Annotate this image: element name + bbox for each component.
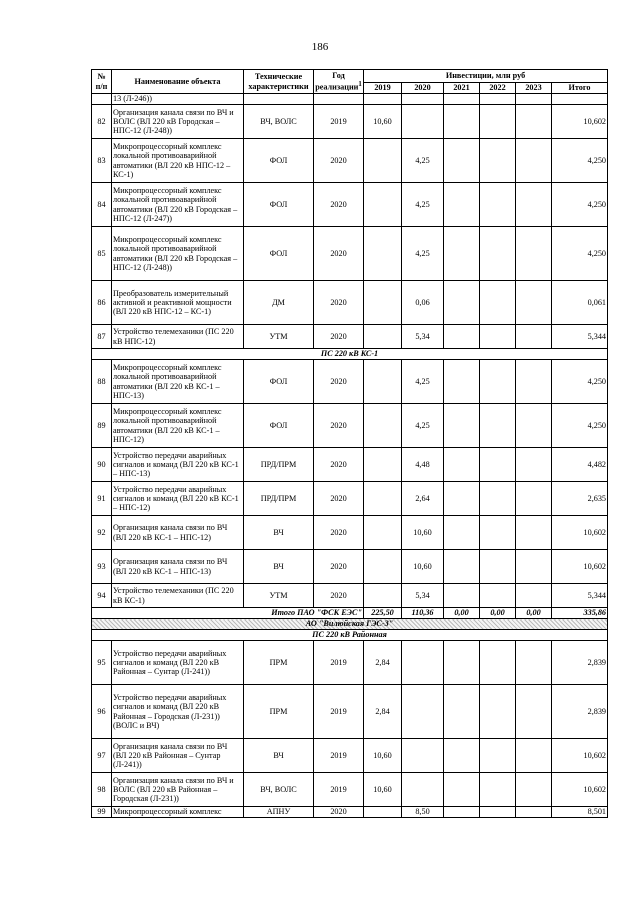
row-2020: 0,06 xyxy=(402,281,444,325)
row-2023 xyxy=(516,404,552,448)
row-2021 xyxy=(444,281,480,325)
row-number: 82 xyxy=(92,105,112,139)
row-number: 96 xyxy=(92,685,112,739)
header-2023: 2023 xyxy=(516,83,552,94)
row-2023 xyxy=(516,739,552,773)
row-number: 89 xyxy=(92,404,112,448)
row-name: Микропроцессорный комплекс локальной противоаварийной автоматики (ВЛ 220 кВ Городская – НПС-12 (Л-248)) xyxy=(112,227,244,281)
header-2021: 2021 xyxy=(444,83,480,94)
table-row xyxy=(92,550,608,584)
row-name: Устройство телемеханики (ПС 220 кВ КС-1) xyxy=(112,584,244,608)
row-2020 xyxy=(402,773,444,807)
row-2022 xyxy=(480,183,516,227)
row-2020: 2,64 xyxy=(402,482,444,516)
row-total: 2,839 xyxy=(552,641,608,685)
row-year: 2020 xyxy=(314,227,364,281)
continued-name: 13 (Л-246)) xyxy=(112,94,244,105)
row-total: 2,839 xyxy=(552,685,608,739)
header-year-text: Год реализации xyxy=(315,71,359,92)
row-name: Микропроцессорный комплекс xyxy=(112,807,244,818)
header-invest: Инвестиции, млн руб xyxy=(364,70,608,83)
table-row xyxy=(92,404,608,448)
row-tech: УТМ xyxy=(244,584,314,608)
cell-empty xyxy=(92,94,112,105)
total-row xyxy=(92,608,608,619)
row-year: 2020 xyxy=(314,584,364,608)
row-2022 xyxy=(480,550,516,584)
row-year: 2019 xyxy=(314,105,364,139)
row-2020: 5,34 xyxy=(402,584,444,608)
table-row xyxy=(92,360,608,404)
row-tech: ФОЛ xyxy=(244,227,314,281)
table-row xyxy=(92,739,608,773)
cell-empty xyxy=(480,94,516,105)
row-number: 88 xyxy=(92,360,112,404)
row-name: Организация канала связи по ВЧ (ВЛ 220 кВ КС-1 – НПС-12) xyxy=(112,516,244,550)
row-2021 xyxy=(444,739,480,773)
row-2019 xyxy=(364,281,402,325)
total-sum: 335,86 xyxy=(552,608,608,619)
total-2023: 0,00 xyxy=(516,608,552,619)
row-2019 xyxy=(364,448,402,482)
row-2020: 4,25 xyxy=(402,183,444,227)
row-2021 xyxy=(444,773,480,807)
organization-heading: АО "Вилюйская ГЭС-3" xyxy=(92,619,608,630)
row-name: Организация канала связи по ВЧ и ВОЛС (ВЛ 220 кВ Районная – Городская (Л-231)) xyxy=(112,773,244,807)
header-row-top xyxy=(92,70,608,83)
row-2022 xyxy=(480,404,516,448)
row-name: Преобразователь измерительный активной и реактивной мощности (ВЛ 220 кВ НПС-12 – КС-1) xyxy=(112,281,244,325)
row-2023 xyxy=(516,550,552,584)
row-2022 xyxy=(480,448,516,482)
row-2020 xyxy=(402,739,444,773)
row-2023 xyxy=(516,183,552,227)
header-num: № п/п xyxy=(92,70,112,94)
row-tech: ФОЛ xyxy=(244,360,314,404)
page-number: 186 xyxy=(311,41,329,53)
row-year: 2020 xyxy=(314,281,364,325)
row-tech: УТМ xyxy=(244,325,314,349)
row-2021 xyxy=(444,807,480,818)
header-2022: 2022 xyxy=(480,83,516,94)
row-total: 4,250 xyxy=(552,404,608,448)
row-tech: ФОЛ xyxy=(244,183,314,227)
row-2022 xyxy=(480,641,516,685)
cell-empty xyxy=(402,94,444,105)
row-2023 xyxy=(516,105,552,139)
row-number: 97 xyxy=(92,739,112,773)
table-row xyxy=(92,807,608,818)
row-2019: 2,84 xyxy=(364,641,402,685)
row-2021 xyxy=(444,550,480,584)
row-year: 2020 xyxy=(314,325,364,349)
row-2021 xyxy=(444,325,480,349)
row-number: 85 xyxy=(92,227,112,281)
row-2019 xyxy=(364,550,402,584)
header-2020: 2020 xyxy=(402,83,444,94)
row-tech: ПРМ xyxy=(244,641,314,685)
row-2020: 4,25 xyxy=(402,227,444,281)
section-heading-row xyxy=(92,630,608,641)
row-year: 2019 xyxy=(314,685,364,739)
row-name: Устройство передачи аварийных сигналов и команд (ВЛ 220 кВ КС-1 – НПС-12) xyxy=(112,482,244,516)
row-2020: 10,60 xyxy=(402,550,444,584)
row-2021 xyxy=(444,516,480,550)
row-year: 2019 xyxy=(314,773,364,807)
row-name: Устройство передачи аварийных сигналов и команд (ВЛ 220 кВ Районная – Городская (Л-231)) (ВОЛС и ВЧ) xyxy=(112,685,244,739)
row-2023 xyxy=(516,685,552,739)
row-2021 xyxy=(444,227,480,281)
table-row xyxy=(92,281,608,325)
section-heading-row xyxy=(92,349,608,360)
row-2020: 4,25 xyxy=(402,404,444,448)
row-total: 5,344 xyxy=(552,325,608,349)
row-total: 4,250 xyxy=(552,139,608,183)
row-total: 10,602 xyxy=(552,739,608,773)
row-2019: 10,60 xyxy=(364,739,402,773)
table-row xyxy=(92,325,608,349)
row-2023 xyxy=(516,641,552,685)
row-tech: ВЧ, ВОЛС xyxy=(244,773,314,807)
row-2020: 8,50 xyxy=(402,807,444,818)
row-name: Устройство передачи аварийных сигналов и команд (ВЛ 220 кВ Районная – Сунтар (Л-241)) xyxy=(112,641,244,685)
section-heading: ПС 220 кВ Районная xyxy=(92,630,608,641)
row-2022 xyxy=(480,685,516,739)
row-total: 4,250 xyxy=(552,360,608,404)
table-row xyxy=(92,773,608,807)
row-tech: ВЧ xyxy=(244,739,314,773)
row-number: 86 xyxy=(92,281,112,325)
header-name: Наименование объекта xyxy=(112,70,244,94)
row-2022 xyxy=(480,105,516,139)
total-2020: 110,36 xyxy=(402,608,444,619)
row-2023 xyxy=(516,139,552,183)
row-2022 xyxy=(480,739,516,773)
row-2020: 10,60 xyxy=(402,516,444,550)
cell-empty xyxy=(552,94,608,105)
row-2022 xyxy=(480,516,516,550)
row-tech: ФОЛ xyxy=(244,139,314,183)
row-total: 2,635 xyxy=(552,482,608,516)
row-2019 xyxy=(364,404,402,448)
row-2023 xyxy=(516,807,552,818)
row-2022 xyxy=(480,281,516,325)
row-number: 93 xyxy=(92,550,112,584)
table-row xyxy=(92,183,608,227)
row-number: 83 xyxy=(92,139,112,183)
row-name: Микропроцессорный комплекс локальной противоаварийной автоматики (ВЛ 220 кВ КС-1 – НПС-13) xyxy=(112,360,244,404)
row-total: 10,602 xyxy=(552,105,608,139)
row-number: 90 xyxy=(92,448,112,482)
row-total: 4,482 xyxy=(552,448,608,482)
row-2021 xyxy=(444,685,480,739)
row-2022 xyxy=(480,482,516,516)
row-name: Организация канала связи по ВЧ и ВОЛС (ВЛ 220 кВ Городская – НПС-12 (Л-248)) xyxy=(112,105,244,139)
row-2019 xyxy=(364,516,402,550)
row-2023 xyxy=(516,281,552,325)
row-2022 xyxy=(480,139,516,183)
row-2020 xyxy=(402,105,444,139)
row-name: Микропроцессорный комплекс локальной противоаварийной автоматики (ВЛ 220 кВ КС-1 – НПС-12) xyxy=(112,404,244,448)
row-2023 xyxy=(516,482,552,516)
row-2019 xyxy=(364,584,402,608)
cell-empty xyxy=(244,94,314,105)
row-total: 0,061 xyxy=(552,281,608,325)
row-2022 xyxy=(480,807,516,818)
row-total: 5,344 xyxy=(552,584,608,608)
table-row xyxy=(92,482,608,516)
header-tech: Технические характеристики xyxy=(244,70,314,94)
row-2021 xyxy=(444,105,480,139)
total-2019: 225,50 xyxy=(364,608,402,619)
row-2021 xyxy=(444,448,480,482)
row-total: 10,602 xyxy=(552,550,608,584)
table-row xyxy=(92,584,608,608)
row-number: 95 xyxy=(92,641,112,685)
table-row xyxy=(92,448,608,482)
row-tech: ПРМ xyxy=(244,685,314,739)
row-name: Организация канала связи по ВЧ (ВЛ 220 кВ КС-1 – НПС-13) xyxy=(112,550,244,584)
row-tech: ФОЛ xyxy=(244,404,314,448)
section-heading: ПС 220 кВ КС-1 xyxy=(92,349,608,360)
organization-heading-row xyxy=(92,619,608,630)
row-2020: 5,34 xyxy=(402,325,444,349)
row-tech: ВЧ xyxy=(244,550,314,584)
row-2022 xyxy=(480,773,516,807)
table-row xyxy=(92,641,608,685)
row-total: 10,602 xyxy=(552,773,608,807)
row-year: 2020 xyxy=(314,360,364,404)
row-tech: АПНУ xyxy=(244,807,314,818)
row-number: 99 xyxy=(92,807,112,818)
row-2022 xyxy=(480,227,516,281)
row-total: 4,250 xyxy=(552,227,608,281)
row-number: 91 xyxy=(92,482,112,516)
row-year: 2020 xyxy=(314,183,364,227)
row-2019: 10,60 xyxy=(364,105,402,139)
row-2021 xyxy=(444,183,480,227)
continued-row xyxy=(92,94,608,105)
row-tech: ПРД/ПРМ xyxy=(244,448,314,482)
row-name: Организация канала связи по ВЧ (ВЛ 220 кВ Районная – Сунтар (Л-241)) xyxy=(112,739,244,773)
row-2019 xyxy=(364,807,402,818)
row-year: 2020 xyxy=(314,550,364,584)
table-row xyxy=(92,139,608,183)
row-2022 xyxy=(480,360,516,404)
table-row xyxy=(92,105,608,139)
row-number: 87 xyxy=(92,325,112,349)
table-row xyxy=(92,516,608,550)
row-tech: ДМ xyxy=(244,281,314,325)
row-name: Устройство передачи аварийных сигналов и команд (ВЛ 220 кВ КС-1 – НПС-13) xyxy=(112,448,244,482)
row-year: 2020 xyxy=(314,482,364,516)
cell-empty xyxy=(364,94,402,105)
row-year: 2020 xyxy=(314,404,364,448)
total-2022: 0,00 xyxy=(480,608,516,619)
row-2021 xyxy=(444,482,480,516)
row-name: Микропроцессорный комплекс локальной противоаварийной автоматики (ВЛ 220 кВ НПС-12 – КС-1) xyxy=(112,139,244,183)
row-2021 xyxy=(444,404,480,448)
cell-empty xyxy=(444,94,480,105)
header-total: Итого xyxy=(552,83,608,94)
header-year-footnote: 1 xyxy=(358,81,362,89)
row-2022 xyxy=(480,325,516,349)
row-year: 2020 xyxy=(314,139,364,183)
row-2020 xyxy=(402,685,444,739)
row-2020 xyxy=(402,641,444,685)
row-number: 94 xyxy=(92,584,112,608)
cell-empty xyxy=(516,94,552,105)
row-2019 xyxy=(364,325,402,349)
row-2019 xyxy=(364,183,402,227)
row-2020: 4,48 xyxy=(402,448,444,482)
row-year: 2019 xyxy=(314,641,364,685)
row-2019 xyxy=(364,227,402,281)
table-row xyxy=(92,227,608,281)
row-total: 10,602 xyxy=(552,516,608,550)
investment-table xyxy=(91,69,608,818)
row-2022 xyxy=(480,584,516,608)
row-total: 4,250 xyxy=(552,183,608,227)
total-2021: 0,00 xyxy=(444,608,480,619)
row-tech: ВЧ, ВОЛС xyxy=(244,105,314,139)
row-2023 xyxy=(516,516,552,550)
row-tech: ВЧ xyxy=(244,516,314,550)
row-2023 xyxy=(516,773,552,807)
header-year xyxy=(314,70,364,94)
header-2019: 2019 xyxy=(364,83,402,94)
row-2021 xyxy=(444,641,480,685)
row-2023 xyxy=(516,448,552,482)
row-2020: 4,25 xyxy=(402,139,444,183)
row-year: 2020 xyxy=(314,516,364,550)
row-2019: 10,60 xyxy=(364,773,402,807)
row-number: 92 xyxy=(92,516,112,550)
row-2023 xyxy=(516,360,552,404)
row-2020: 4,25 xyxy=(402,360,444,404)
row-2023 xyxy=(516,584,552,608)
row-total: 8,501 xyxy=(552,807,608,818)
row-2023 xyxy=(516,227,552,281)
row-2021 xyxy=(444,584,480,608)
row-2019 xyxy=(364,139,402,183)
cell-empty xyxy=(314,94,364,105)
row-2019 xyxy=(364,360,402,404)
table-row xyxy=(92,685,608,739)
row-year: 2020 xyxy=(314,807,364,818)
row-number: 98 xyxy=(92,773,112,807)
total-label: Итого ПАО "ФСК ЕЭС" xyxy=(92,608,364,619)
row-2019: 2,84 xyxy=(364,685,402,739)
row-year: 2020 xyxy=(314,448,364,482)
row-2021 xyxy=(444,139,480,183)
row-tech: ПРД/ПРМ xyxy=(244,482,314,516)
row-2023 xyxy=(516,325,552,349)
row-name: Устройство телемеханики (ПС 220 кВ НПС-12) xyxy=(112,325,244,349)
row-2019 xyxy=(364,482,402,516)
row-2021 xyxy=(444,360,480,404)
row-name: Микропроцессорный комплекс локальной противоаварийной автоматики (ВЛ 220 кВ Городская – НПС-12 (Л-247)) xyxy=(112,183,244,227)
row-number: 84 xyxy=(92,183,112,227)
row-year: 2019 xyxy=(314,739,364,773)
